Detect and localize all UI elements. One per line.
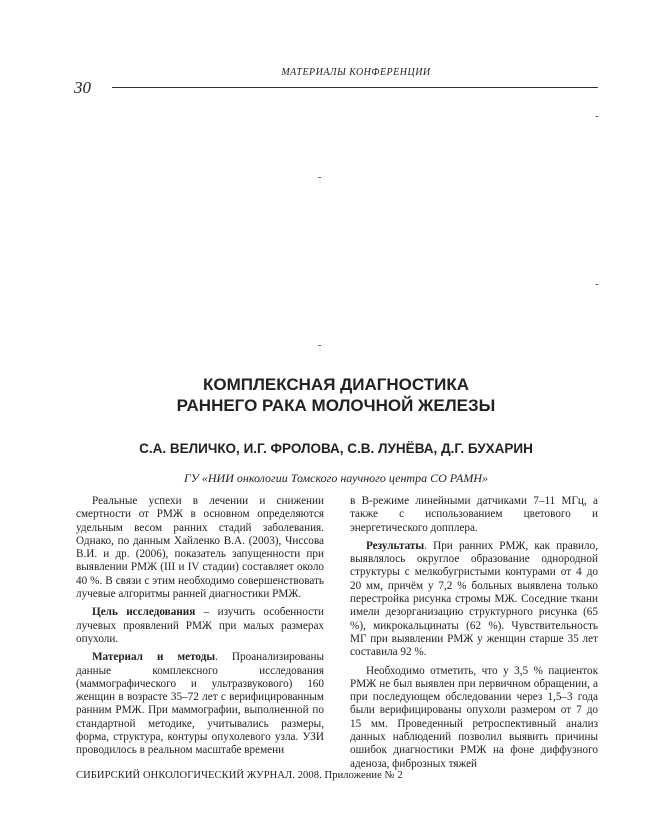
aim-paragraph [76, 606, 324, 646]
page-number: 30 [74, 78, 91, 97]
note-paragraph: Необходимо отметить, что у 3,5 % пациенток РМЖ не был выявлен при первичном обращении, а при последующем обследовании через 1,5–3 года были верифицированы опухоли размером от 7 до 15 мм. Проведенный ретроспективный анализ данных наблюдений позволил выявить причины ошибок диагностики РМЖ на фоне диффузного аденоза, фиброзных тяжей [350, 664, 598, 770]
methods-label: Материал и методы [92, 651, 216, 664]
results-label: Результаты [366, 539, 425, 552]
results-paragraph [350, 540, 598, 660]
left-column [76, 495, 324, 763]
methods-continuation: в В-режиме линейными датчиками 7–11 МГц, а также с использованием цветового и энергетического допплера. [350, 495, 598, 534]
results-text: . При ранних РМЖ, как правило, выявлялось округлое образование однородной структуры с мелкобугристыми контурами от 4 до 20 мм, причём у 7,2 % больных выявлена только перестройка рисунка стромы МЖ. Соседние ткани имели дезорганизацию структурного рисунка (65 %), микрокальцинаты (62 %). Чувствительность МГ при выявлении РМЖ у женщин старше 35 лет составила 92 %. [350, 539, 598, 659]
article-affiliation: ГУ «НИИ онкологии Томского научного центра СО РАМН» [183, 471, 489, 485]
journal-footer: СИБИРСКИЙ ОНКОЛОГИЧЕСКИЙ ЖУРНАЛ. 2008. Приложение № 2 [76, 770, 403, 781]
aim-text: – изучить особенности лучевых проявлений РМЖ при малых размерах опухоли. [76, 606, 324, 645]
aim-label: Цель исследования [92, 606, 196, 619]
article-title-line: РАННЕГО РАКА МОЛОЧНОЙ ЖЕЛЕЗЫ [176, 396, 496, 415]
intro-paragraph: Реальные успехи в лечении и снижении смертности от РМЖ в основном определяются удельным весом ранних стадий заболевания. Однако, по данным Хайленко В.А. (2003), Чиссова В.И. и др. (2006), показатель запущенности при выявлении РМЖ (III и IV стадии) составляет около 40 %. В связи с этим необходимо совершенствовать лучевые алгоритмы ранней диагностики РМЖ. [76, 495, 324, 601]
article-authors: С.А. ВЕЛИЧКО, И.Г. ФРОЛОВА, С.В. ЛУНЁВА, Д.Г. БУХАРИН [139, 441, 533, 456]
margin-mark: - [318, 339, 322, 351]
margin-mark: - [595, 278, 599, 290]
article-title [74, 374, 598, 416]
header-rule [112, 87, 598, 88]
methods-text: . Проанализированы данные комплексного исследования (маммографического и ультразвукового) 160 женщин в возрасте 35–72 лет с верифицированным ранним РМЖ. При маммографии, выполненной по стандартной методике, учитывались размеры, форма, структура, контуры опухолевого узла. УЗИ проводилось в реальном масштабе времени [76, 651, 324, 757]
running-header: МАТЕРИАЛЫ КОНФЕРЕНЦИИ [281, 67, 431, 78]
margin-mark: - [318, 171, 322, 183]
right-column [350, 495, 598, 776]
margin-mark: - [595, 110, 599, 122]
methods-paragraph [76, 651, 324, 757]
article-title-line: КОМПЛЕКСНАЯ ДИАГНОСТИКА [202, 375, 470, 394]
